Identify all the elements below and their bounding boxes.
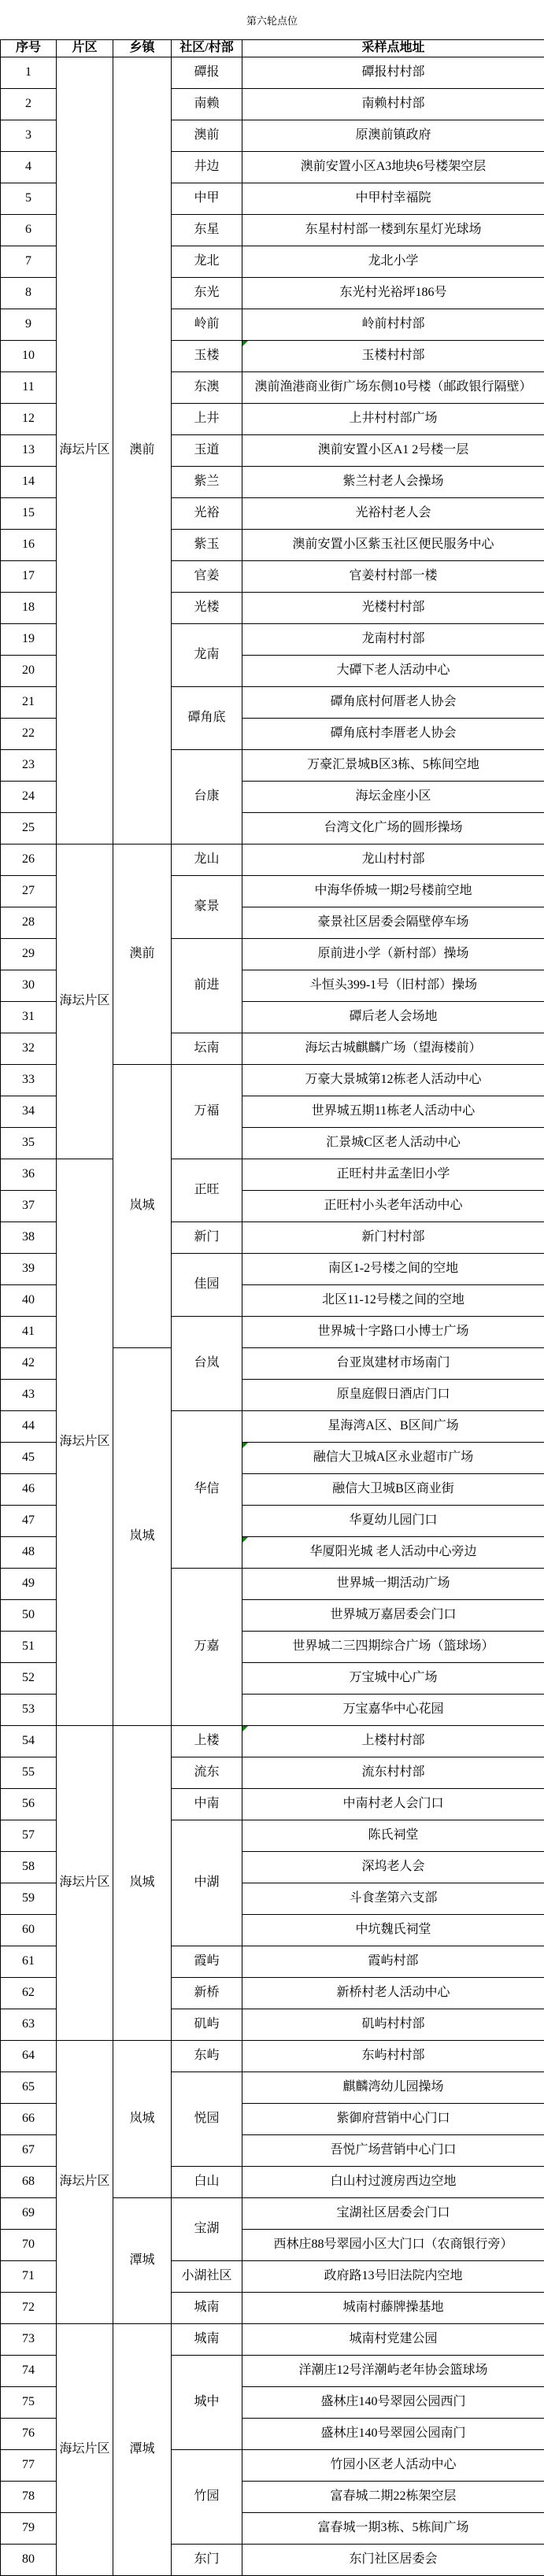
address-cell: 华夏幼儿园门口 [242,1506,544,1537]
community-cell: 龙北 [172,246,242,278]
community-cell: 万嘉 [172,1569,242,1726]
community-cell: 龙南 [172,624,242,687]
community-cell: 紫玉 [172,530,242,561]
row-number-cell: 35 [1,1128,57,1159]
address-cell: 台亚岚建材市场南门 [242,1348,544,1380]
table-row [1,2041,544,2072]
community-cell: 竹园 [172,2450,242,2545]
address-cell: 斗恒头399-1号（旧村部）操场 [242,970,544,1002]
address-cell: 万豪大景城第12栋老人活动中心 [242,1065,544,1096]
address-cell: 盛林庄140号翠园公园西门 [242,2387,544,2419]
row-number-cell: 40 [1,1285,57,1317]
address-cell: 东星村村部一楼到东星灯光球场 [242,215,544,246]
address-cell: 豪景社区居委会隔壁停车场 [242,907,544,939]
address-cell: 万宝城中心广场 [242,1663,544,1695]
district-cell: 海坛片区 [57,844,113,1159]
town-cell: 澳前 [113,57,172,844]
community-cell: 上楼 [172,1726,242,1757]
address-cell: 磹角底村李厝老人协会 [242,719,544,750]
address-cell: 竹园小区老人活动中心 [242,2450,544,2482]
community-cell: 城南 [172,2293,242,2324]
row-number-cell: 4 [1,152,57,183]
address-cell: 原皇庭假日酒店门口 [242,1380,544,1411]
address-cell: 澳前安置小区紫玉社区便民服务中心 [242,530,544,561]
row-number-cell: 24 [1,782,57,813]
town-cell: 潭城 [113,2324,172,2576]
address-cell: 洋潮庄12号洋潮屿老年协会篮球场 [242,2356,544,2387]
community-cell: 白山 [172,2167,242,2198]
address-cell: 官姜村村部一楼 [242,561,544,593]
row-number-cell: 10 [1,341,57,372]
address-cell: 世界城二三四期综合广场（篮球场） [242,1632,544,1663]
town-cell: 澳前 [113,844,172,1065]
page-title: 第六轮点位 [0,0,544,39]
community-cell: 佳园 [172,1254,242,1317]
table-row [1,1159,544,1191]
row-number-cell: 17 [1,561,57,593]
row-number-cell: 60 [1,1915,57,1946]
row-number-cell: 78 [1,2482,57,2513]
community-cell: 万福 [172,1065,242,1159]
row-number-cell: 71 [1,2261,57,2293]
row-number-cell: 2 [1,89,57,120]
row-number-cell: 49 [1,1569,57,1600]
row-number-cell: 23 [1,750,57,782]
community-cell: 宝湖 [172,2198,242,2261]
address-cell: 龙山村村部 [242,844,544,876]
address-cell: 南赖村村部 [242,89,544,120]
row-number-cell: 50 [1,1600,57,1632]
row-number-cell: 64 [1,2041,57,2072]
address-cell: 澳前安置小区A3地块6号楼架空层 [242,152,544,183]
district-cell: 海坛片区 [57,1726,113,2041]
community-cell: 流东 [172,1757,242,1789]
address-cell: 矶屿村村部 [242,2009,544,2041]
address-cell: 融信大卫城B区商业街 [242,1474,544,1506]
address-cell: 万宝嘉华中心花园 [242,1695,544,1726]
row-number-cell: 33 [1,1065,57,1096]
row-number-cell: 69 [1,2198,57,2230]
address-cell: 吾悦广场营销中心门口 [242,2135,544,2167]
row-number-cell: 21 [1,687,57,719]
community-cell: 光裕 [172,498,242,530]
address-cell: 龙南村村部 [242,624,544,656]
row-number-cell: 79 [1,2513,57,2545]
community-cell: 东门 [172,2545,242,2576]
community-cell: 小湖社区 [172,2261,242,2293]
community-cell: 上井 [172,404,242,435]
row-number-cell: 16 [1,530,57,561]
address-cell: 中海华侨城一期2号楼前空地 [242,876,544,907]
address-cell: 北区11-12号楼之间的空地 [242,1285,544,1317]
table-row [1,2324,544,2356]
row-number-cell: 37 [1,1191,57,1222]
row-number-cell: 74 [1,2356,57,2387]
column-header-address: 采样点地址 [242,40,544,57]
address-cell: 万豪汇景城B区3栋、5栋间空地 [242,750,544,782]
row-number-cell: 20 [1,656,57,687]
address-cell: 磹后老人会场地 [242,1002,544,1033]
row-number-cell: 26 [1,844,57,876]
address-cell: 麒麟湾幼儿园操场 [242,2072,544,2104]
row-number-cell: 48 [1,1537,57,1569]
address-cell: 岭前村村部 [242,309,544,341]
address-cell: 光裕村老人会 [242,498,544,530]
row-number-cell: 25 [1,813,57,844]
row-number-cell: 44 [1,1411,57,1443]
column-header-town: 乡镇 [113,40,172,57]
community-cell: 磹报 [172,57,242,89]
address-cell: 中甲村幸福院 [242,183,544,215]
address-cell: 海坛古城麒麟广场（望海楼前） [242,1033,544,1065]
address-cell: 原澳前镇政府 [242,120,544,152]
community-cell: 光楼 [172,593,242,624]
address-cell: 新桥村老人活动中心 [242,1978,544,2009]
table-row [1,1726,544,1757]
excel-error-indicator-icon [242,1726,248,1732]
address-cell: 城南村党建公园 [242,2324,544,2356]
community-cell: 中南 [172,1789,242,1820]
community-cell: 东澳 [172,372,242,404]
address-cell: 东门社区居委会 [242,2545,544,2576]
row-number-cell: 57 [1,1820,57,1852]
address-cell: 澳前渔港商业街广场东侧10号楼（邮政银行隔壁） [242,372,544,404]
address-cell: 融信大卫城A区永业超市广场 [242,1443,544,1474]
community-cell: 东屿 [172,2041,242,2072]
address-cell: 新门村村部 [242,1222,544,1254]
address-cell: 磹角底村何厝老人协会 [242,687,544,719]
row-number-cell: 34 [1,1096,57,1128]
community-cell: 磹角底 [172,687,242,750]
address-cell: 光楼村村部 [242,593,544,624]
community-cell: 澳前 [172,120,242,152]
town-cell: 岚城 [113,2041,172,2198]
community-cell: 玉道 [172,435,242,467]
address-cell: 斗食垄第六支部 [242,1883,544,1915]
address-cell: 海坛金座小区 [242,782,544,813]
community-cell: 玉楼 [172,341,242,372]
address-cell: 正旺村小头老年活动中心 [242,1191,544,1222]
row-number-cell: 12 [1,404,57,435]
row-number-cell: 43 [1,1380,57,1411]
community-cell: 中甲 [172,183,242,215]
address-cell: 中南村老人会门口 [242,1789,544,1820]
address-cell: 星海湾A区、B区间广场 [242,1411,544,1443]
row-number-cell: 75 [1,2387,57,2419]
row-number-cell: 80 [1,2545,57,2576]
community-cell: 南赖 [172,89,242,120]
address-cell: 紫兰村老人会操场 [242,467,544,498]
address-cell: 盛林庄140号翠园公园南门 [242,2419,544,2450]
address-cell: 富春城一期3栋、5栋间广场 [242,2513,544,2545]
row-number-cell: 65 [1,2072,57,2104]
column-header-district: 片区 [57,40,113,57]
community-cell: 龙山 [172,844,242,876]
row-number-cell: 53 [1,1695,57,1726]
row-number-cell: 15 [1,498,57,530]
row-number-cell: 30 [1,970,57,1002]
community-cell: 坛南 [172,1033,242,1065]
row-number-cell: 73 [1,2324,57,2356]
row-number-cell: 31 [1,1002,57,1033]
town-cell: 潭城 [113,2198,172,2324]
address-cell: 中坑魏氏祠堂 [242,1915,544,1946]
row-number-cell: 3 [1,120,57,152]
row-number-cell: 70 [1,2230,57,2261]
row-number-cell: 51 [1,1632,57,1663]
excel-error-indicator-icon [242,341,248,346]
excel-error-indicator-icon [242,1443,248,1448]
address-cell: 白山村过渡房西边空地 [242,2167,544,2198]
address-cell: 世界城万嘉居委会门口 [242,1600,544,1632]
address-cell: 世界城一期活动广场 [242,1569,544,1600]
address-cell: 深坞老人会 [242,1852,544,1883]
community-cell: 悦园 [172,2072,242,2167]
address-cell: 流东村村部 [242,1757,544,1789]
row-number-cell: 42 [1,1348,57,1380]
address-cell: 台湾文化广场的圆形操场 [242,813,544,844]
address-cell: 南区1-2号楼之间的空地 [242,1254,544,1285]
town-cell: 岚城 [113,1726,172,2041]
address-cell: 大磹下老人活动中心 [242,656,544,687]
row-number-cell: 52 [1,1663,57,1695]
address-cell: 紫御府营销中心门口 [242,2104,544,2135]
row-number-cell: 63 [1,2009,57,2041]
row-number-cell: 61 [1,1946,57,1978]
row-number-cell: 59 [1,1883,57,1915]
community-cell: 新桥 [172,1978,242,2009]
town-cell: 岚城 [113,1348,172,1726]
row-number-cell: 32 [1,1033,57,1065]
community-cell: 井边 [172,152,242,183]
community-cell: 中湖 [172,1820,242,1946]
row-number-cell: 5 [1,183,57,215]
row-number-cell: 67 [1,2135,57,2167]
address-cell: 磹报村村部 [242,57,544,89]
address-cell: 澳前安置小区A1 2号楼一层 [242,435,544,467]
row-number-cell: 47 [1,1506,57,1537]
row-number-cell: 14 [1,467,57,498]
row-number-cell: 54 [1,1726,57,1757]
address-cell: 霞屿村部 [242,1946,544,1978]
address-cell: 上井村村部广场 [242,404,544,435]
row-number-cell: 77 [1,2450,57,2482]
table-row [1,57,544,89]
row-number-cell: 27 [1,876,57,907]
row-number-cell: 6 [1,215,57,246]
row-number-cell: 19 [1,624,57,656]
row-number-cell: 46 [1,1474,57,1506]
row-number-cell: 28 [1,907,57,939]
row-number-cell: 45 [1,1443,57,1474]
community-cell: 紫兰 [172,467,242,498]
address-cell: 正旺村井孟垄旧小学 [242,1159,544,1191]
community-cell: 豪景 [172,876,242,939]
row-number-cell: 66 [1,2104,57,2135]
town-cell: 岚城 [113,1065,172,1348]
community-cell: 矶屿 [172,2009,242,2041]
address-cell: 龙北小学 [242,246,544,278]
address-cell: 富春城二期22栋架空层 [242,2482,544,2513]
community-cell: 新门 [172,1222,242,1254]
excel-error-indicator-icon [242,1537,248,1543]
address-cell: 玉楼村村部 [242,341,544,372]
column-header-no: 序号 [1,40,57,57]
community-cell: 正旺 [172,1159,242,1222]
community-cell: 东光 [172,278,242,309]
row-number-cell: 22 [1,719,57,750]
header-row [1,40,544,57]
community-cell: 霞屿 [172,1946,242,1978]
row-number-cell: 29 [1,939,57,970]
row-number-cell: 56 [1,1789,57,1820]
address-cell: 世界城十字路口小博士广场 [242,1317,544,1348]
community-cell: 岭前 [172,309,242,341]
community-cell: 城中 [172,2356,242,2450]
row-number-cell: 18 [1,593,57,624]
row-number-cell: 76 [1,2419,57,2450]
district-cell: 海坛片区 [57,2041,113,2324]
row-number-cell: 1 [1,57,57,89]
row-number-cell: 72 [1,2293,57,2324]
row-number-cell: 62 [1,1978,57,2009]
address-cell: 原前进小学（新村部）操场 [242,939,544,970]
community-cell: 城南 [172,2324,242,2356]
row-number-cell: 55 [1,1757,57,1789]
row-number-cell: 68 [1,2167,57,2198]
district-cell: 海坛片区 [57,57,113,844]
row-number-cell: 9 [1,309,57,341]
district-cell: 海坛片区 [57,2324,113,2576]
row-number-cell: 41 [1,1317,57,1348]
community-cell: 官姜 [172,561,242,593]
table-row [1,844,544,876]
community-cell: 台康 [172,750,242,844]
address-cell: 上楼村村部 [242,1726,544,1757]
row-number-cell: 36 [1,1159,57,1191]
address-cell: 陈氏祠堂 [242,1820,544,1852]
column-header-community: 社区/村部 [172,40,242,57]
address-cell: 东屿村村部 [242,2041,544,2072]
row-number-cell: 11 [1,372,57,404]
row-number-cell: 38 [1,1222,57,1254]
community-cell: 台岚 [172,1317,242,1411]
community-cell: 前进 [172,939,242,1033]
address-cell: 西林庄88号翠园小区大门口（农商银行旁） [242,2230,544,2261]
community-cell: 东星 [172,215,242,246]
address-cell: 政府路13号旧法院内空地 [242,2261,544,2293]
row-number-cell: 7 [1,246,57,278]
address-cell: 宝湖社区居委会门口 [242,2198,544,2230]
row-number-cell: 8 [1,278,57,309]
address-cell: 东光村光裕坪186号 [242,278,544,309]
address-cell: 汇景城C区老人活动中心 [242,1128,544,1159]
row-number-cell: 13 [1,435,57,467]
community-cell: 华信 [172,1411,242,1569]
address-cell: 城南村藤牌操基地 [242,2293,544,2324]
address-cell: 世界城五期11栋老人活动中心 [242,1096,544,1128]
row-number-cell: 58 [1,1852,57,1883]
sampling-points-table [0,39,544,2576]
row-number-cell: 39 [1,1254,57,1285]
address-cell: 华厦阳光城 老人活动中心旁边 [242,1537,544,1569]
district-cell: 海坛片区 [57,1159,113,1726]
